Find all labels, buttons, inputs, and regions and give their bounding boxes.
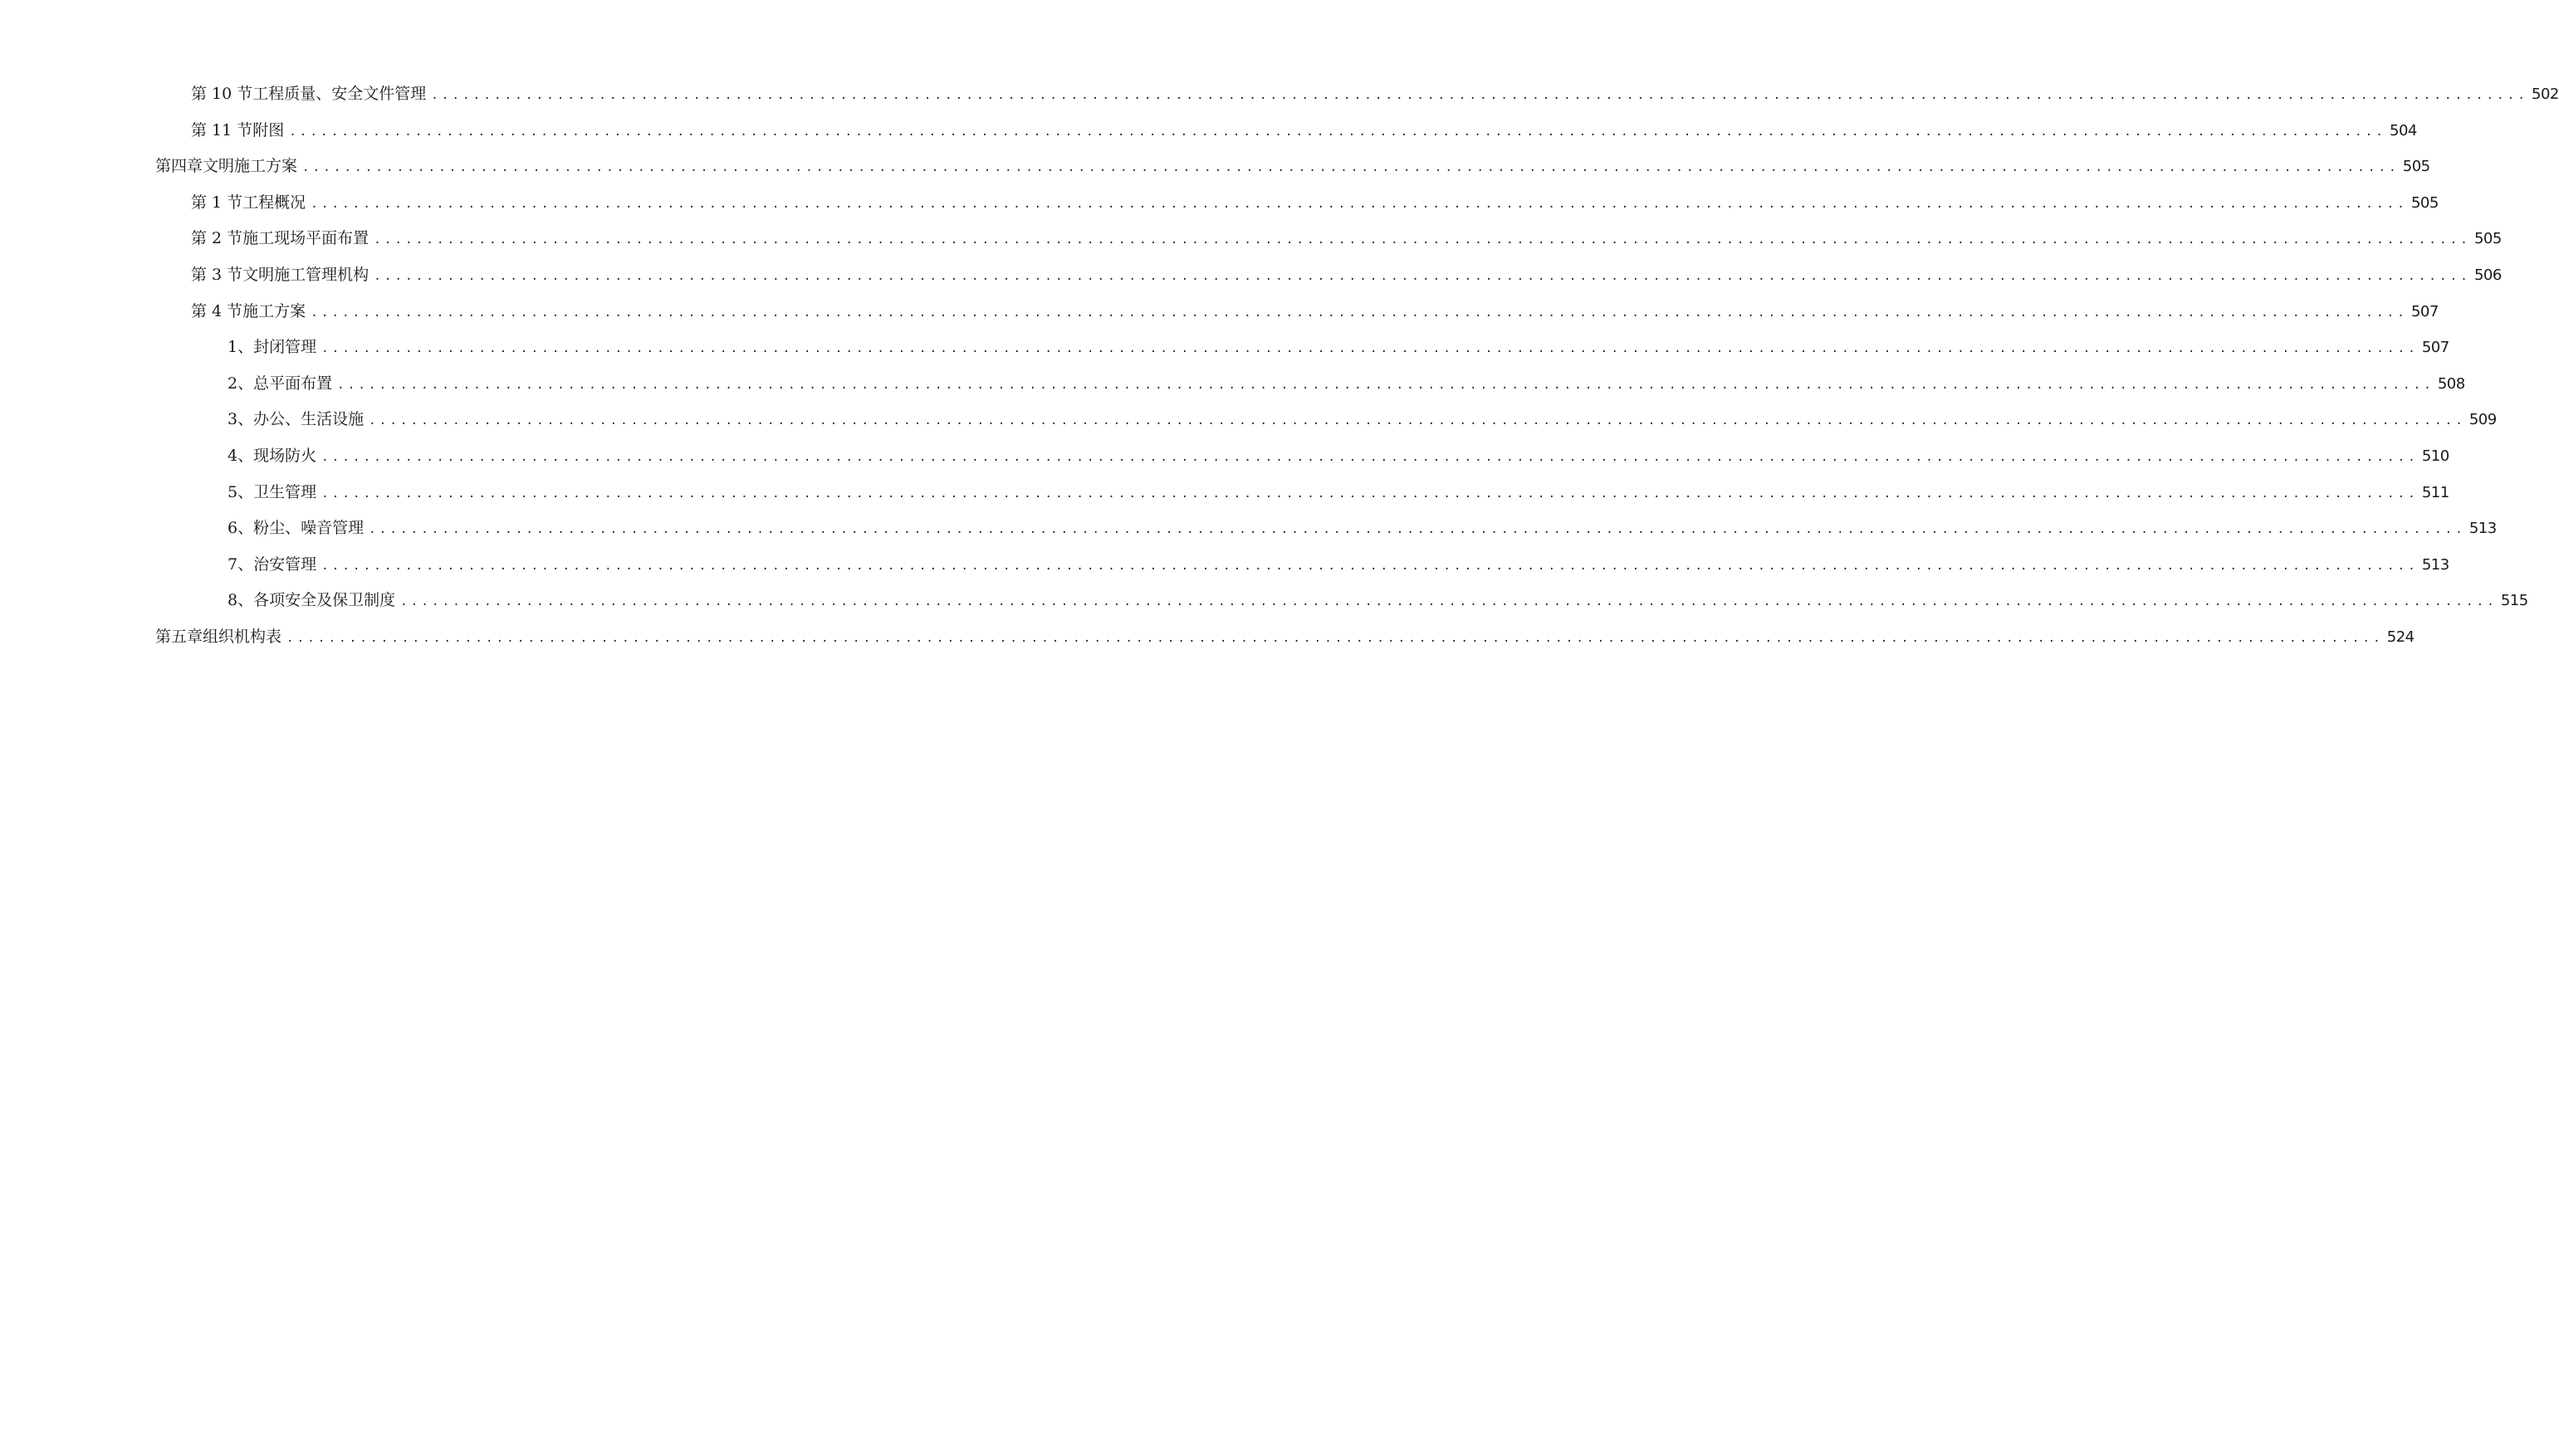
toc-entry-title: 治安管理 (253, 555, 317, 574)
toc-entry-page-number: 515 (2500, 592, 2528, 610)
toc-entry[interactable] (228, 589, 2528, 612)
toc-entry-title: 卫生管理 (253, 482, 317, 501)
toc-entry-title: 工程概况 (242, 193, 306, 212)
toc-entry-number: 6、 (228, 519, 254, 538)
toc-entry-number: 2、 (228, 374, 254, 393)
toc-entry-page-number: 513 (2421, 555, 2449, 574)
toc-entry[interactable] (191, 82, 2559, 105)
toc-dot-leader: ........................................................................................................................................................................................................ (321, 451, 2419, 464)
toc-entry[interactable] (228, 335, 2449, 359)
toc-entry-title: 粉尘、噪音管理 (253, 519, 365, 538)
toc-entry-number: 第 4 节 (191, 301, 243, 320)
toc-entry-page-number: 510 (2421, 447, 2449, 465)
toc-entry-title: 组织机构表 (203, 628, 282, 646)
toc-entry[interactable] (191, 300, 2439, 323)
toc-dot-leader: ........................................................................................................................................................................................................ (369, 414, 2466, 428)
toc-dot-leader: ........................................................................................................................................................................................................ (311, 197, 2408, 211)
toc-entry-number: 第 2 节 (191, 229, 243, 248)
toc-entry-page-number: 507 (2421, 339, 2449, 357)
toc-entry-title: 工程质量、安全文件管理 (252, 85, 427, 103)
toc-entry[interactable] (228, 408, 2497, 431)
toc-dot-leader: ........................................................................................................................................................................................................ (374, 233, 2471, 247)
toc-entry-number: 7、 (228, 555, 254, 574)
toc-entry-number: 4、 (228, 447, 254, 465)
toc-entry-title: 各项安全及保卫制度 (253, 591, 396, 610)
toc-entry[interactable] (228, 481, 2449, 504)
toc-dot-leader: ........................................................................................................................................................................................................ (289, 125, 2387, 139)
toc-dot-leader: ........................................................................................................................................................................................................ (311, 305, 2408, 320)
toc-entry-number: 第五章 (155, 628, 203, 646)
toc-entry-number: 3、 (228, 410, 254, 429)
toc-entry[interactable] (155, 154, 2430, 178)
toc-entry-page-number: 513 (2468, 520, 2497, 538)
toc-entry[interactable] (191, 191, 2439, 214)
toc-entry-page-number: 507 (2410, 302, 2439, 320)
toc-entry-page-number: 505 (2473, 230, 2502, 248)
toc-entry-page-number: 504 (2390, 121, 2417, 139)
toc-entry-title: 总平面布置 (253, 374, 333, 393)
toc-entry-number: 第 3 节 (191, 266, 243, 284)
toc-entry[interactable] (191, 227, 2502, 250)
toc-entry-number: 第 10 节 (191, 85, 253, 103)
toc-entry-number: 第 11 节 (191, 120, 253, 139)
toc-entry-title: 现场防火 (253, 447, 317, 465)
toc-dot-leader: ........................................................................................................................................................................................................ (286, 632, 2384, 645)
toc-entry-title: 封闭管理 (253, 338, 317, 357)
toc-dot-leader: ........................................................................................................................................................................................................ (369, 523, 2466, 537)
toc-dot-leader: ........................................................................................................................................................................................................ (321, 486, 2419, 501)
toc-entry-number: 5、 (228, 482, 254, 501)
toc-entry[interactable] (228, 553, 2449, 576)
toc-entry-title: 文明施工管理机构 (242, 266, 369, 284)
toc-entry[interactable] (191, 263, 2502, 286)
toc-dot-leader: ........................................................................................................................................................................................................ (337, 378, 2434, 392)
toc-entry-title: 施工方案 (242, 301, 306, 320)
toc-entry-number: 8、 (228, 591, 254, 610)
toc-entry-page-number: 506 (2473, 266, 2502, 284)
toc-entry-title: 办公、生活设施 (253, 410, 365, 429)
toc-entry-title: 施工现场平面布置 (242, 229, 369, 248)
toc-entry[interactable] (228, 444, 2449, 467)
toc-entry-number: 1、 (228, 338, 254, 357)
toc-entry-page-number: 511 (2421, 483, 2449, 501)
toc-entry-page-number: 502 (2532, 86, 2559, 103)
toc-entry-number: 第四章 (155, 157, 203, 176)
toc-dot-leader: ........................................................................................................................................................................................................ (374, 270, 2471, 283)
toc-dot-leader: ........................................................................................................................................................................................................ (400, 595, 2498, 609)
toc-dot-leader: ........................................................................................................................................................................................................ (321, 342, 2419, 356)
toc-entry[interactable] (191, 119, 2417, 142)
toc-entry[interactable] (228, 372, 2465, 395)
toc-dot-leader: ........................................................................................................................................................................................................ (431, 89, 2529, 102)
toc-entry-page-number: 508 (2437, 374, 2465, 393)
toc-entry-page-number: 509 (2468, 411, 2497, 429)
toc-entry[interactable] (155, 625, 2415, 648)
toc-entry-page-number: 524 (2386, 628, 2415, 646)
toc-entry-title: 附图 (252, 120, 285, 139)
toc-dot-leader: ........................................................................................................................................................................................................ (321, 559, 2419, 573)
toc-entry-page-number: 505 (2402, 158, 2430, 176)
toc-entry[interactable] (228, 516, 2497, 540)
toc-entry-page-number: 505 (2410, 193, 2439, 212)
toc-dot-leader: ........................................................................................................................................................................................................ (302, 161, 2400, 175)
toc-entry-title: 文明施工方案 (203, 157, 298, 176)
toc-entry-number: 第 1 节 (191, 193, 243, 212)
